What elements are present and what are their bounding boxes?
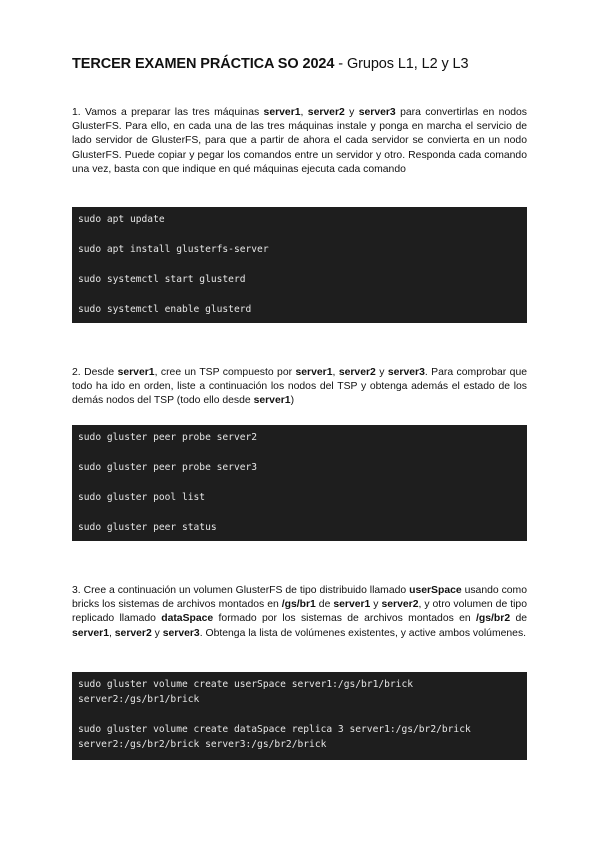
code-line: sudo apt install glusterfs-server <box>78 244 269 255</box>
question-3-text: 3. Cree a continuación un volumen GlusterFS de tipo distribuido llamado userSpace usando como bricks los sistemas de archivos montados en /gs/br1 de server1 y server2, y otro volumen de tipo replicado llamado dataSpace formado por los sistemas de archivos montados en /gs/br2 de server1, server2 y server3. Obtenga la lista de volúmenes existentes, y active ambos volúmenes. <box>72 585 527 639</box>
exam-title-main: TERCER EXAMEN PRÁCTICA SO 2024 <box>72 56 335 72</box>
code-line: sudo gluster pool list <box>78 492 206 503</box>
question-1-code-block <box>72 207 527 323</box>
code-line: sudo systemctl enable glusterd <box>78 304 252 315</box>
question-3-code-block <box>72 672 527 760</box>
question-2-text: 2. Desde server1, cree un TSP compuesto por server1, server2 y server3. Para comprobar que todo ha ido en orden, liste a continuación los nodos del TSP y obtenga además el estado de los demás nodos del TSP (todo ello desde server1) <box>72 367 527 407</box>
code-line: sudo gluster peer status <box>78 522 217 533</box>
code-line: sudo gluster volume create userSpace server1:/gs/br1/brick <box>78 679 414 690</box>
exam-title-groups: - Grupos L1, L2 y L3 <box>334 56 469 72</box>
question-2-code-block <box>72 425 527 541</box>
exam-title <box>72 56 468 72</box>
code-line: server2:/gs/br2/brick server3:/gs/br2/brick <box>78 739 327 750</box>
question-1-text: 1. Vamos a preparar las tres máquinas server1, server2 y server3 para convertirlas en nodos GlusterFS. Para ello, en cada una de las tres máquinas instale y ponga en marcha el servicio de lado servidor de GlusterFS, para que a partir de ahora el cada servidor se convierta en un nodo GlusterFS. Puede copiar y pegar los comandos entre un servidor y otro. Responda cada comando una vez, basta con que indique en qué máquinas ejecuta cada comando <box>72 107 527 175</box>
code-line: sudo gluster peer probe server3 <box>78 462 258 473</box>
code-line: server2:/gs/br1/brick <box>78 694 200 705</box>
code-line: sudo gluster peer probe server2 <box>78 432 258 443</box>
code-line: sudo systemctl start glusterd <box>78 274 246 285</box>
code-line: sudo gluster volume create dataSpace replica 3 server1:/gs/br2/brick <box>78 724 471 735</box>
code-line: sudo apt update <box>78 214 165 225</box>
